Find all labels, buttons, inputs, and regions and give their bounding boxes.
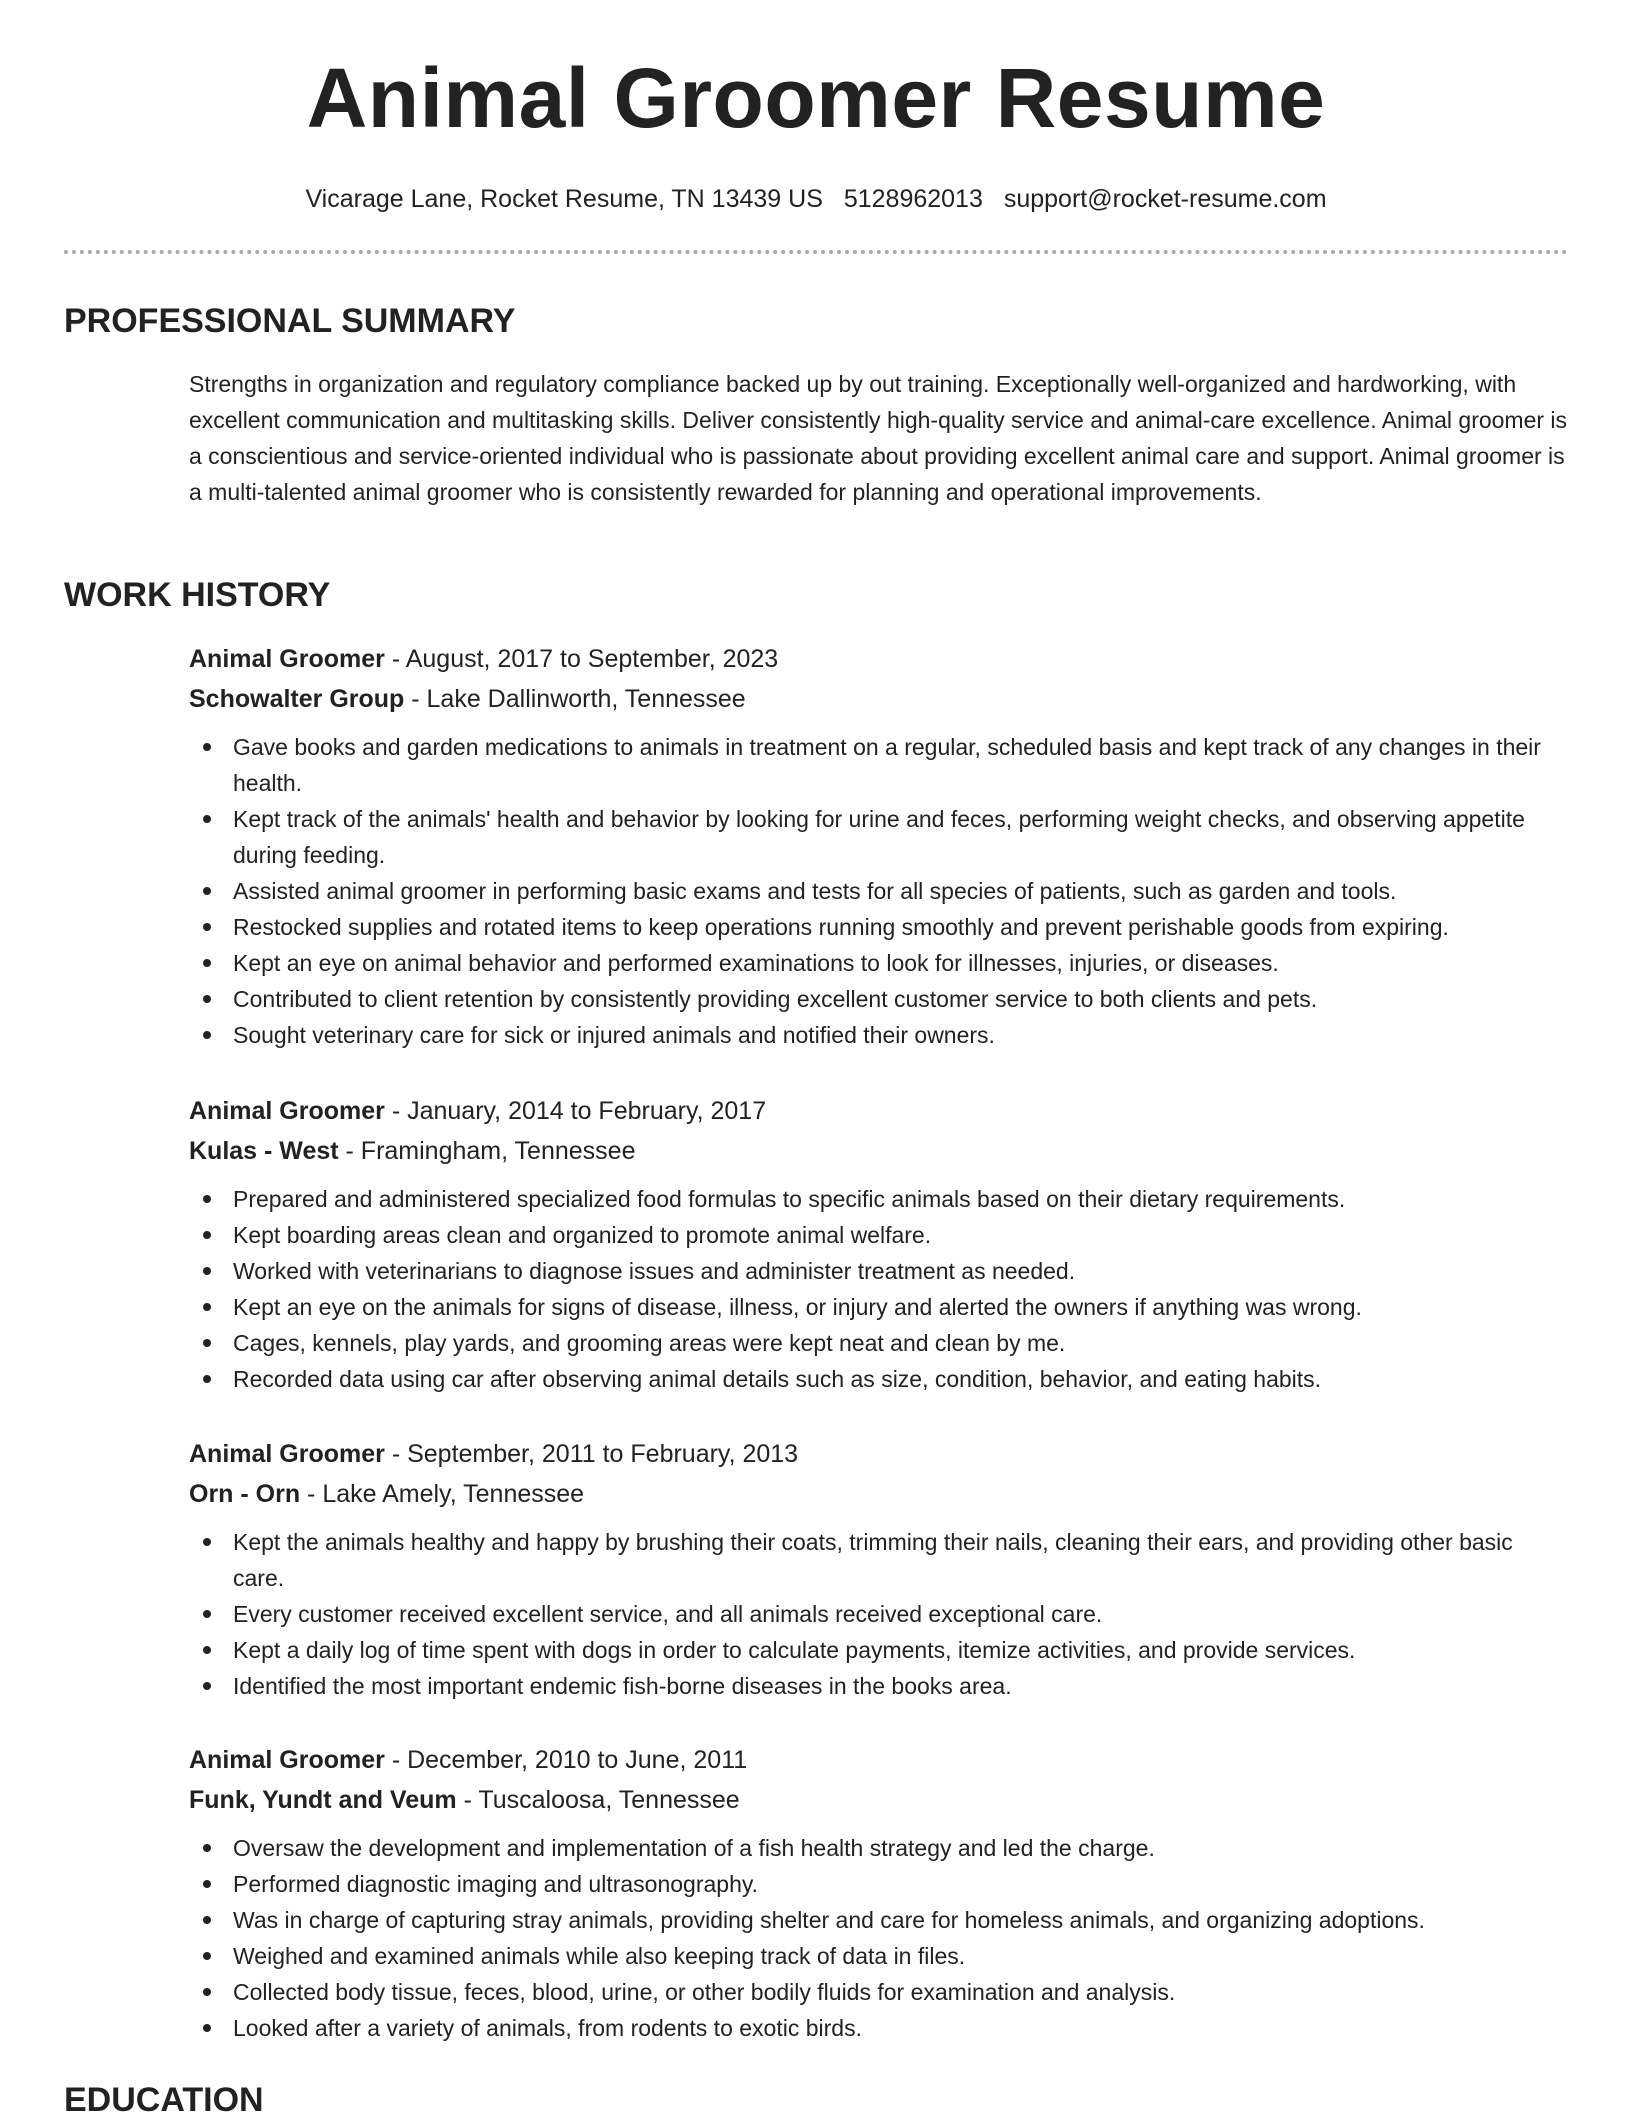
education-heading: EDUCATION xyxy=(64,2081,264,2119)
job-entry xyxy=(189,639,1569,1053)
duty-item: Kept boarding areas clean and organized to promote animal welfare. xyxy=(233,1217,1569,1253)
job-company: Funk, Yundt and Veum xyxy=(189,1786,457,1814)
duty-item: Kept an eye on animal behavior and performed examinations to look for illnesses, injuries, or diseases. xyxy=(233,945,1569,981)
duty-item: Sought veterinary care for sick or injured animals and notified their owners. xyxy=(233,1017,1569,1053)
duty-item: Prepared and administered specialized food formulas to specific animals based on their dietary requirements. xyxy=(233,1181,1569,1217)
job-title: Animal Groomer xyxy=(189,1097,385,1125)
job-location: - Tuscaloosa, Tennessee xyxy=(456,1786,740,1814)
duty-list xyxy=(189,1181,1569,1397)
resume-title: Animal Groomer Resume xyxy=(306,51,1326,145)
summary-text: Strengths in organization and regulatory compliance backed up by out training. Exceptionally well-organized and hardworking, with excellent communication and multitasking skills. Deliver consistently high-quality service and animal-care excellence. Animal groomer is a conscientious and service-oriented individual who is passionate about providing excellent animal care and support. Animal groomer is a multi-talented animal groomer who is consistently rewarded for planning and operational improvements. xyxy=(189,371,1568,505)
duty-list xyxy=(189,729,1569,1053)
contact-phone: 5128962013 xyxy=(843,185,983,213)
job-company: Kulas - West xyxy=(189,1137,339,1165)
contact-address: Vicarage Lane, Rocket Resume, TN 13439 US xyxy=(305,185,823,213)
summary-heading: PROFESSIONAL SUMMARY xyxy=(64,302,516,340)
duty-item: Kept an eye on the animals for signs of disease, illness, or injury and alerted the owners if anything was wrong. xyxy=(233,1289,1569,1325)
duty-item: Oversaw the development and implementation of a fish health strategy and led the charge. xyxy=(233,1830,1569,1866)
job-location: - Lake Amely, Tennessee xyxy=(300,1480,585,1508)
job-title-line xyxy=(189,1740,1569,1780)
duty-item: Collected body tissue, feces, blood, urine, or other bodily fluids for examination and analysis. xyxy=(233,1974,1569,2010)
duty-item: Looked after a variety of animals, from rodents to exotic birds. xyxy=(233,2010,1569,2046)
duty-item: Identified the most important endemic fish-borne diseases in the books area. xyxy=(233,1668,1569,1704)
job-dates: - September, 2011 to February, 2013 xyxy=(384,1440,799,1468)
job-company-line xyxy=(189,1131,1569,1171)
job-title: Animal Groomer xyxy=(189,645,385,673)
job-location: - Framingham, Tennessee xyxy=(338,1137,636,1165)
duty-item: Weighed and examined animals while also keeping track of data in files. xyxy=(233,1938,1569,1974)
duty-item: Kept track of the animals' health and behavior by looking for urine and feces, performing weight checks, and observing appetite during feeding. xyxy=(233,801,1569,873)
duty-item: Performed diagnostic imaging and ultrasonography. xyxy=(233,1866,1569,1902)
job-dates: - August, 2017 to September, 2023 xyxy=(384,645,779,673)
work-history-heading: WORK HISTORY xyxy=(64,576,331,614)
duty-item: Contributed to client retention by consistently providing excellent customer service to both clients and pets. xyxy=(233,981,1569,1017)
duty-item: Cages, kennels, play yards, and grooming areas were kept neat and clean by me. xyxy=(233,1325,1569,1361)
job-title-line xyxy=(189,639,1569,679)
job-title: Animal Groomer xyxy=(189,1746,385,1774)
duty-item: Assisted animal groomer in performing basic exams and tests for all species of patients, such as garden and tools. xyxy=(233,873,1569,909)
duty-item: Kept the animals healthy and happy by brushing their coats, trimming their nails, cleaning their ears, and providing other basic care. xyxy=(233,1524,1569,1596)
duty-list xyxy=(189,1524,1569,1704)
duty-item: Recorded data using car after observing animal details such as size, condition, behavior, and eating habits. xyxy=(233,1361,1569,1397)
header-divider xyxy=(64,250,1568,254)
job-title-line xyxy=(189,1434,1569,1474)
job-entry xyxy=(189,1091,1569,1397)
job-company: Orn - Orn xyxy=(189,1480,301,1508)
job-company-line xyxy=(189,1780,1569,1820)
duty-item: Kept a daily log of time spent with dogs in order to calculate payments, itemize activities, and provide services. xyxy=(233,1632,1569,1668)
job-dates: - January, 2014 to February, 2017 xyxy=(384,1097,767,1125)
job-entry xyxy=(189,1740,1569,2046)
job-company: Schowalter Group xyxy=(189,685,405,713)
duty-list xyxy=(189,1830,1569,2046)
duty-item: Worked with veterinarians to diagnose issues and administer treatment as needed. xyxy=(233,1253,1569,1289)
duty-item: Was in charge of capturing stray animals, providing shelter and care for homeless animals, and organizing adoptions. xyxy=(233,1902,1569,1938)
job-title: Animal Groomer xyxy=(189,1440,385,1468)
contact-email: support@rocket-resume.com xyxy=(1003,185,1327,213)
job-entry xyxy=(189,1434,1569,1704)
job-title-line xyxy=(189,1091,1569,1131)
duty-item: Restocked supplies and rotated items to keep operations running smoothly and prevent perishable goods from expiring. xyxy=(233,909,1569,945)
job-dates: - December, 2010 to June, 2011 xyxy=(384,1746,748,1774)
duty-item: Gave books and garden medications to animals in treatment on a regular, scheduled basis and kept track of any changes in their health. xyxy=(233,729,1569,801)
job-company-line xyxy=(189,1474,1569,1514)
duty-item: Every customer received excellent service, and all animals received exceptional care. xyxy=(233,1596,1569,1632)
contact-line xyxy=(0,181,1632,217)
job-location: - Lake Dallinworth, Tennessee xyxy=(404,685,746,713)
job-company-line xyxy=(189,679,1569,719)
